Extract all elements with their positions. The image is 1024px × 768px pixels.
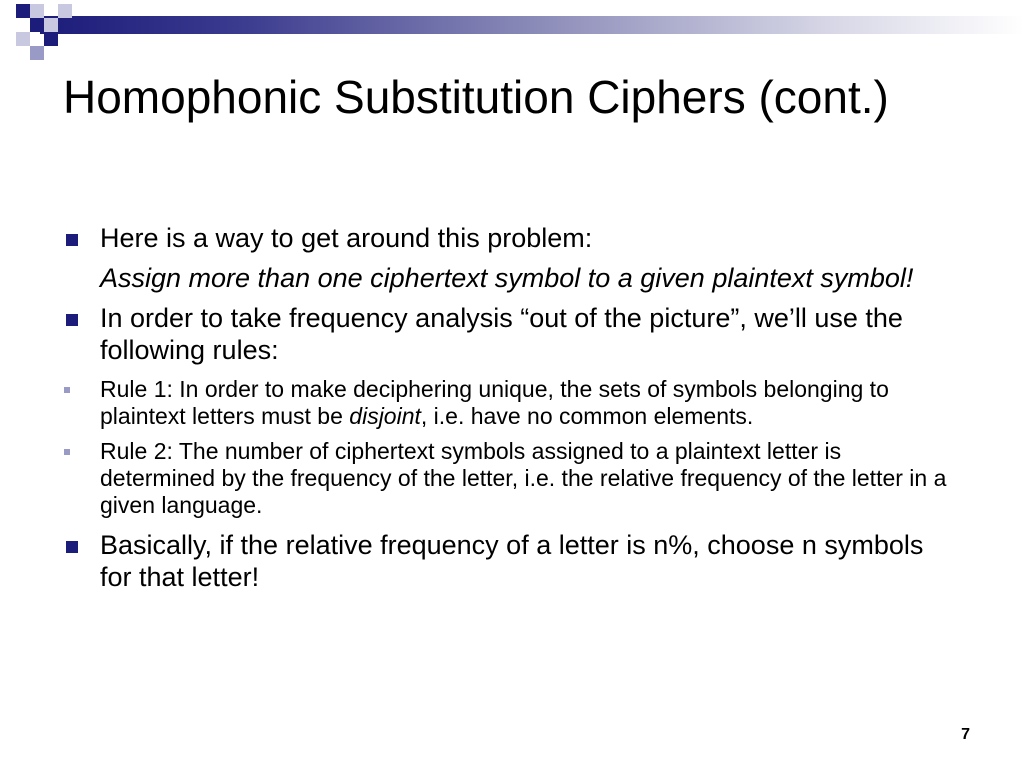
decor-square-icon [44, 18, 58, 32]
small-square-bullet-icon [64, 449, 70, 455]
rule-1-text-after: , i.e. have no common elements. [420, 403, 754, 429]
page-number: 7 [961, 726, 970, 743]
bullet-text: Rule 2: The number of ciphertext symbols assigned to a plaintext letter is determined by the frequency of the letter, i.e. the relative frequency of the letter in a given language. [100, 438, 947, 518]
bullet-text: Basically, if the relative frequency of a letter is n%, choose n symbols for that letter! [100, 530, 924, 592]
sub-bullet-item [60, 438, 960, 519]
rule-1-text-before: Rule 1: In order to make deciphering unique, the sets of symbols belonging to plaintext letters must be [100, 376, 889, 429]
decor-square-icon [16, 4, 30, 18]
decor-square-icon [58, 4, 72, 18]
square-bullet-icon [66, 541, 78, 553]
slide-title: Homophonic Substitution Ciphers (cont.) [63, 71, 889, 123]
decor-square-icon [44, 32, 58, 46]
bullet-item [60, 529, 960, 593]
slide-content [60, 222, 960, 593]
bullet-text: Here is a way to get around this problem: [100, 223, 593, 253]
bullet-item [60, 222, 960, 254]
rule-1-emphasis: disjoint [349, 403, 421, 429]
header-gradient-bar [40, 16, 1024, 34]
small-square-bullet-icon [64, 387, 70, 393]
decor-square-icon [30, 18, 44, 32]
bullet-text: In order to take frequency analysis “out of the picture”, we’ll use the following rules: [100, 303, 903, 365]
italic-line [60, 262, 960, 294]
square-bullet-icon [66, 314, 78, 326]
decor-square-icon [30, 4, 44, 18]
decor-square-icon [16, 32, 30, 46]
bullet-item [60, 302, 960, 366]
sub-bullet-item [60, 376, 960, 430]
bullet-text: Assign more than one ciphertext symbol to a given plaintext symbol! [100, 263, 914, 293]
square-bullet-icon [66, 234, 78, 246]
decor-square-icon [30, 46, 44, 60]
